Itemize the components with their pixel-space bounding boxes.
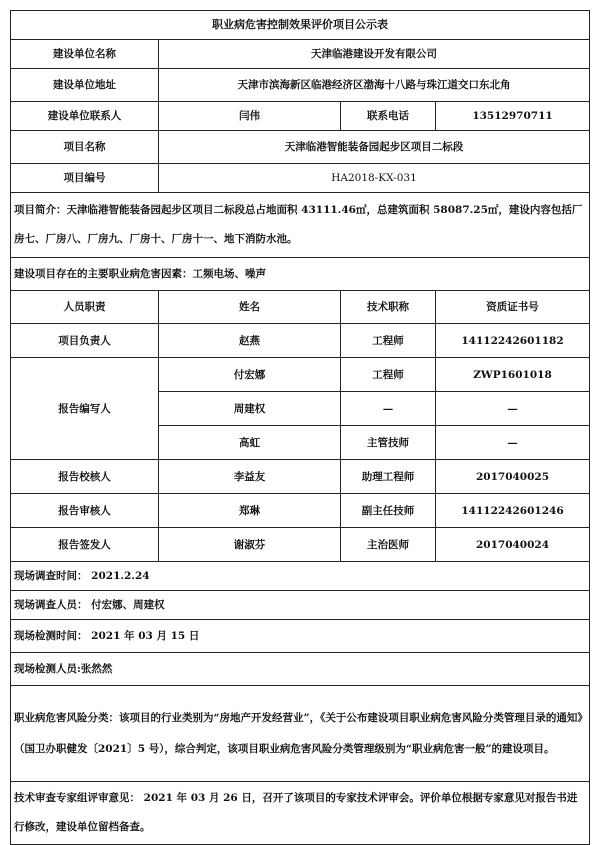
leader-role: 项目负责人 <box>11 324 159 358</box>
contact-label: 建设单位联系人 <box>11 102 159 131</box>
unit-name-label: 建设单位名称 <box>11 40 159 69</box>
writer-name: 付宏娜 <box>159 358 341 392</box>
project-name-label: 项目名称 <box>11 131 159 164</box>
detect-time: 现场检测时间： 2021 年 03 月 15 日 <box>11 620 590 653</box>
leader-cert: 14112242601182 <box>436 324 590 358</box>
detect-staff: 现场检测人员:张然然 <box>11 653 590 686</box>
table-title: 职业病危害控制效果评价项目公示表 <box>11 11 590 40</box>
writer-title: 主管技师 <box>341 426 436 460</box>
writer-name: 高虹 <box>159 426 341 460</box>
hazard-factors: 建设项目存在的主要职业病危害因素：工频电场、噪声 <box>11 258 590 291</box>
survey-time: 现场调查时间： 2021.2.24 <box>11 562 590 591</box>
project-intro: 项目简介：天津临港智能装备园起步区项目二标段总占地面积 43111.46㎡，总建筑面积 58087.25㎡，建设内容包括厂房七、厂房八、厂房九、厂房十、厂房十一、地下消防水池。 <box>11 193 590 258</box>
writer-title: — <box>341 392 436 426</box>
writers-role: 报告编写人 <box>11 358 159 460</box>
writer-cert: ZWP1601018 <box>436 358 590 392</box>
writer-title: 工程师 <box>341 358 436 392</box>
project-name-value: 天津临港智能装备园起步区项目二标段 <box>159 131 590 164</box>
header-cert: 资质证书号 <box>436 291 590 324</box>
reviewer-role: 报告审核人 <box>11 494 159 528</box>
leader-name: 赵燕 <box>159 324 341 358</box>
issuer-cert: 2017040024 <box>436 528 590 562</box>
unit-name-value: 天津临港建设开发有限公司 <box>159 40 590 69</box>
checker-title: 助理工程师 <box>341 460 436 494</box>
reviewer-title: 副主任技师 <box>341 494 436 528</box>
expert-review: 技术审查专家组评审意见： 2021 年 03 月 26 日，召开了该项目的专家技术评审会。评价单位根据专家意见对报告书进行修改，建设单位留档备查。 <box>11 782 590 845</box>
writer-cert: — <box>436 392 590 426</box>
issuer-title: 主治医师 <box>341 528 436 562</box>
unit-address-value: 天津市滨海新区临港经济区渤海十八路与珠江道交口东北角 <box>159 69 590 102</box>
phone-label: 联系电话 <box>341 102 436 131</box>
checker-cert: 2017040025 <box>436 460 590 494</box>
checker-role: 报告校核人 <box>11 460 159 494</box>
unit-address-label: 建设单位地址 <box>11 69 159 102</box>
contact-name: 闫伟 <box>159 102 341 131</box>
survey-staff: 现场调查人员： 付宏娜、周建权 <box>11 591 590 620</box>
header-name: 姓名 <box>159 291 341 324</box>
project-no-value: HA2018-KX-031 <box>159 164 590 193</box>
risk-classification: 职业病危害风险分类：该项目的行业类别为“房地产开发经营业”，《关于公布建设项目职业病危害风险分类管理目录的通知》（国卫办职健发〔2021〕5 号），综合判定，该项目职业病危害风险分类管理级别为“职业病危害一般”的建设项目。 <box>11 686 590 782</box>
issuer-role: 报告签发人 <box>11 528 159 562</box>
header-title: 技术职称 <box>341 291 436 324</box>
writer-name: 周建权 <box>159 392 341 426</box>
header-role: 人员职责 <box>11 291 159 324</box>
issuer-name: 谢淑芬 <box>159 528 341 562</box>
reviewer-cert: 14112242601246 <box>436 494 590 528</box>
project-no-label: 项目编号 <box>11 164 159 193</box>
disclosure-table <box>10 10 590 845</box>
checker-name: 李益友 <box>159 460 341 494</box>
leader-title: 工程师 <box>341 324 436 358</box>
writer-cert: — <box>436 426 590 460</box>
phone-value: 13512970711 <box>436 102 590 131</box>
reviewer-name: 郑琳 <box>159 494 341 528</box>
